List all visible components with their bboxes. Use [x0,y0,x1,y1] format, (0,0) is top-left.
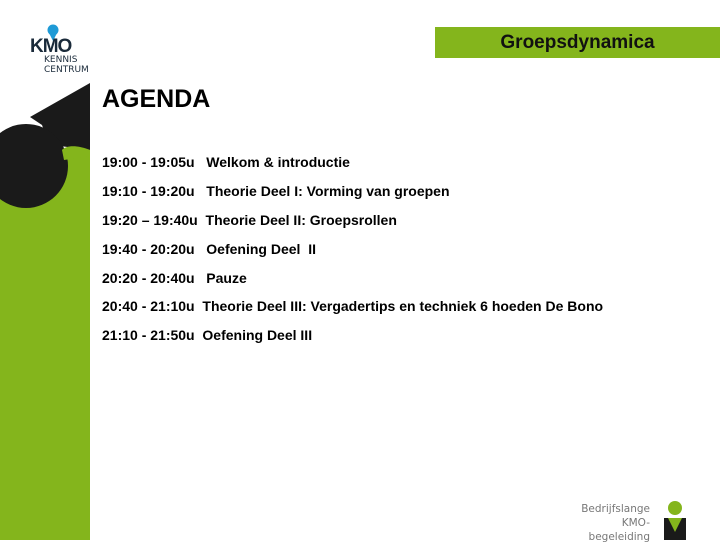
agenda-item [102,327,603,356]
footer-line: Bedrijfslange [581,503,650,515]
agenda-item [102,270,603,299]
agenda-topic: Oefening Deel II [206,240,316,257]
agenda-topic: Welkom & introductie [206,154,350,170]
agenda-item [102,183,603,212]
header-banner: Groepsdynamica [435,27,720,58]
logo-kmo-text: KMO [30,36,72,57]
agenda-item [102,241,603,270]
agenda-item [102,154,603,183]
agenda-time: 19:10 - 19:20u [102,182,195,199]
logo-kennis-text: KENNIS [44,55,78,65]
decorative-side-shape [0,0,100,540]
agenda-topic: Theorie Deel III: Vergadertips en techniek 6 hoeden De Bono [202,298,604,315]
agenda-time: 20:20 - 20:40u [102,269,195,286]
agenda-topic: Theorie Deel I: Vorming van groepen [206,182,450,199]
agenda-item [102,212,603,241]
agenda-time: 19:00 - 19:05u [102,154,195,170]
agenda-topic: Oefening Deel III [202,327,313,344]
agenda-time: 20:40 - 21:10u [102,298,195,315]
footer-tagline [572,502,650,544]
agenda-time: 21:10 - 21:50u [102,327,195,344]
agenda-time: 19:20 – 19:40u [102,211,198,228]
agenda-list [102,154,603,356]
agenda-time: 19:40 - 20:20u [102,240,195,257]
agenda-topic: Theorie Deel II: Groepsrollen [205,211,397,228]
slide-title: AGENDA [102,85,211,113]
agenda-item [102,298,603,327]
kmo-kenniscentrum-logo [28,24,98,76]
person-icon [662,500,688,540]
footer-line: KMO-begeleiding [588,517,650,543]
logo-centrum-text: CENTRUM [44,65,89,75]
agenda-topic: Pauze [206,269,247,286]
